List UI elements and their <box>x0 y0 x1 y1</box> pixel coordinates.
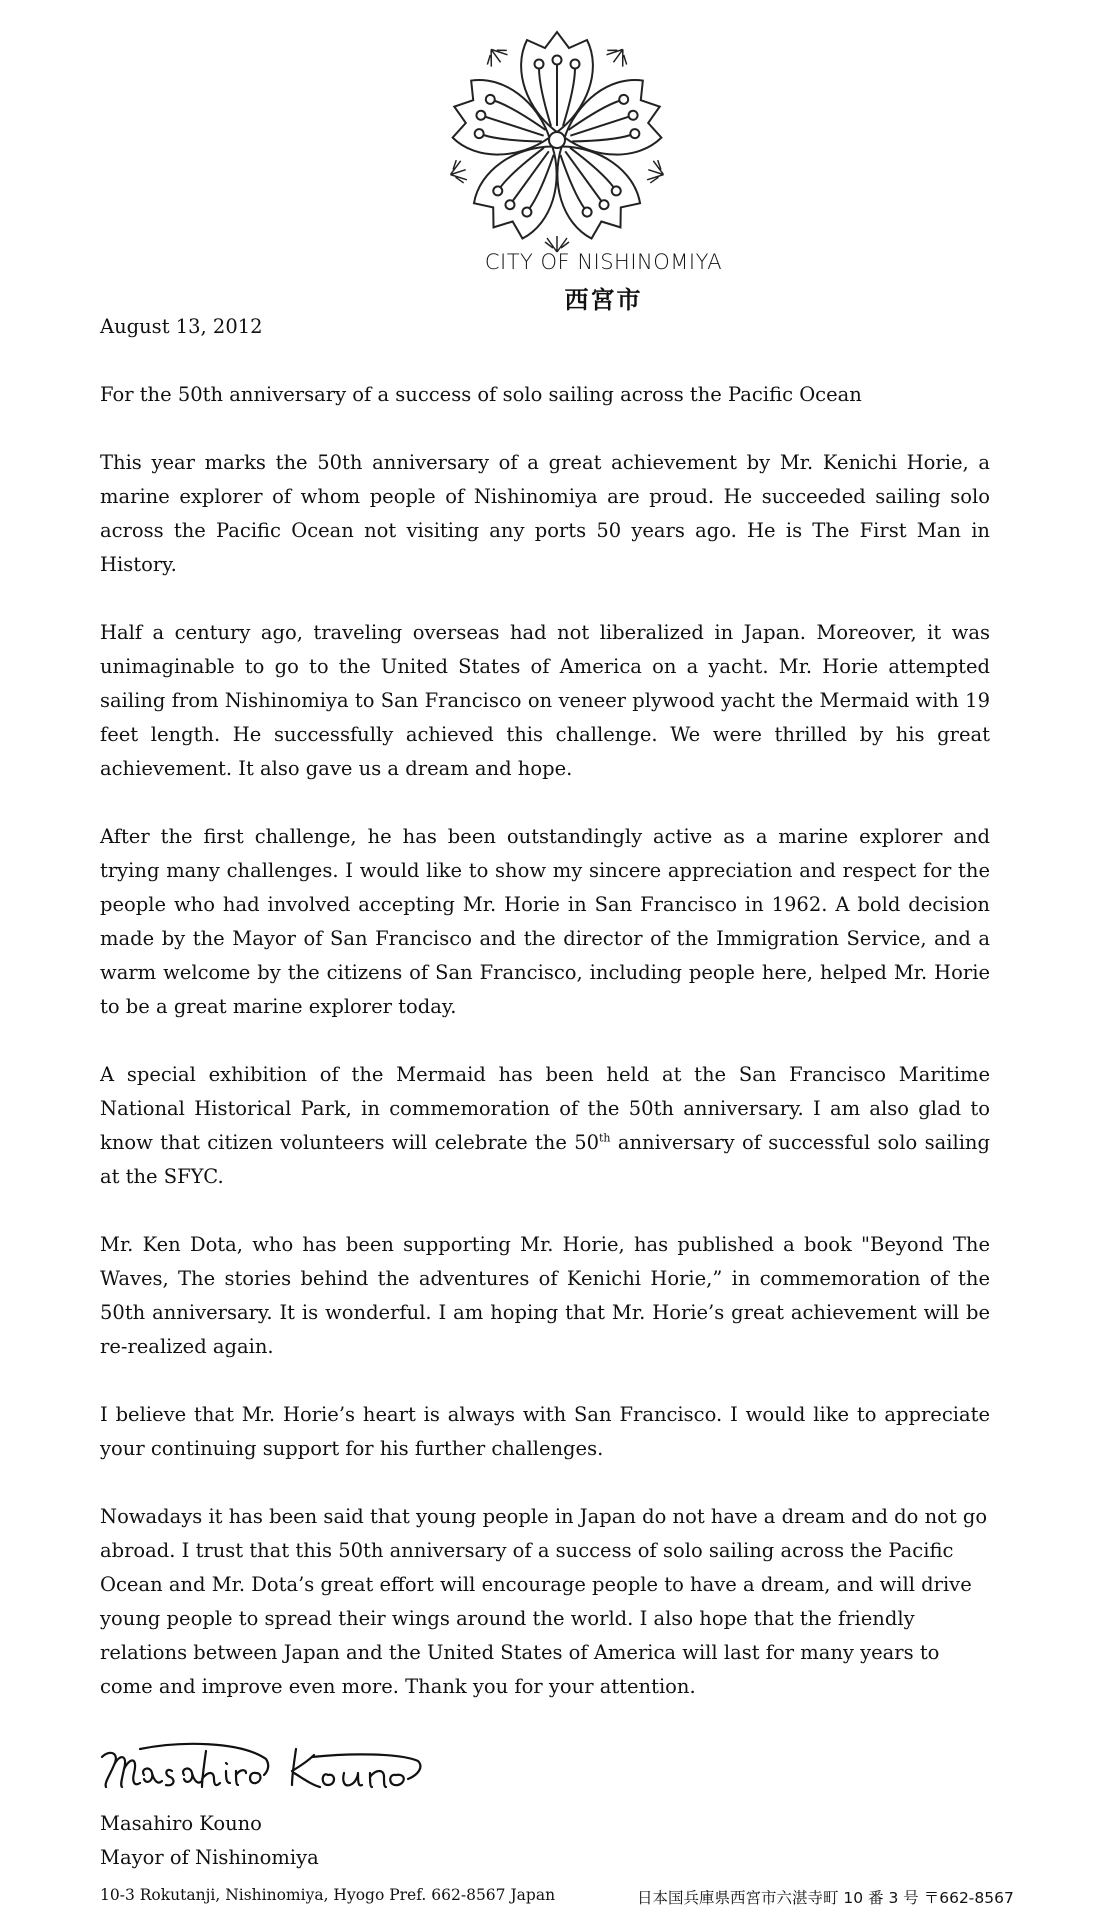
handwritten-signature <box>100 1735 430 1805</box>
paragraph-3: After the first challenge, he has been outstandingly active as a marine explorer and trying many challenges. I would like to show my sincere appreciation and respect for the people who had involved accepting Mr. Horie in San Francisco in 1962. A bold decision made by the Mayor of San Francisco and the director of the Immigration Service, and a warm welcome by the citizens of San Francisco, including people here, helped Mr. Horie to be a great marine explorer today. <box>100 825 990 1018</box>
paragraph-5: Mr. Ken Dota, who has been supporting Mr. Horie, has published a book "Beyond The Waves, The stories behind the adventures of Kenichi Horie,” in commemoration of the 50th anniversary. It is wonderful. I am hoping that Mr. Horie’s great achievement will be re-realized again. <box>100 1233 990 1358</box>
letter-date: August 13, 2012 <box>100 315 263 338</box>
ordinal-suffix: th <box>599 1131 611 1145</box>
signatory-name: Masahiro Kouno <box>100 1812 262 1835</box>
address-japanese: 日本国兵庫県西宮市六湛寺町 10 番 3 号 〒662-8567 <box>637 1889 1014 1907</box>
cherry-blossom-emblem-icon <box>437 20 677 260</box>
paragraph-2: Half a century ago, traveling overseas had not liberalized in Japan. Moreover, it was unimaginable to go to the United States of America on a yacht. Mr. Horie attempted sailing from Nishinomiya to San Francisco on veneer plywood yacht the Mermaid with 19 feet length. He successfully achieved this challenge. We were thrilled by his great achievement. It also gave us a dream and hope. <box>100 621 990 780</box>
letter-body <box>100 310 990 1738</box>
city-name-english: CITY OF NISHINOMIYA <box>484 250 723 274</box>
paragraph-1: This year marks the 50th anniversary of a great achievement by Mr. Kenichi Horie, a marine explorer of whom people of Nishinomiya are proud. He succeeded sailing solo across the Pacific Ocean not visiting any ports 50 years ago. He is The First Man in History. <box>100 451 990 576</box>
paragraph-4-after: anniversary of successful solo sailing at the SFYC. <box>100 1131 990 1188</box>
paragraph-4 <box>100 1058 990 1194</box>
paragraph-6: I believe that Mr. Horie’s heart is always with San Francisco. I would like to appreciate your continuing support for his further challenges. <box>100 1403 990 1460</box>
letter-subject: For the 50th anniversary of a success of solo sailing across the Pacific Ocean <box>100 383 862 406</box>
paragraph-4-before: A special exhibition of the Mermaid has been held at the San Francisco Maritime National Historical Park, in commemoration of the 50th anniversary. I am also glad to know that citizen volunteers will celebrate the 50 <box>100 1063 990 1154</box>
paragraph-7: Nowadays it has been said that young people in Japan do not have a dream and do not go abroad. I trust that this 50th anniversary of a success of solo sailing across the Pacific Ocean and Mr. Dota’s great effort will encourage people to have a dream, and will drive young people to spread their wings around the world. I also hope that the friendly relations between Japan and the United States of America will last for many years to come and improve even more. Thank you for your attention. <box>100 1505 988 1698</box>
city-name-japanese: 西宮市 <box>564 286 643 314</box>
signatory-title: Mayor of Nishinomiya <box>100 1846 319 1869</box>
address-english: 10-3 Rokutanji, Nishinomiya, Hyogo Pref. 662-8567 Japan <box>100 1886 556 1904</box>
